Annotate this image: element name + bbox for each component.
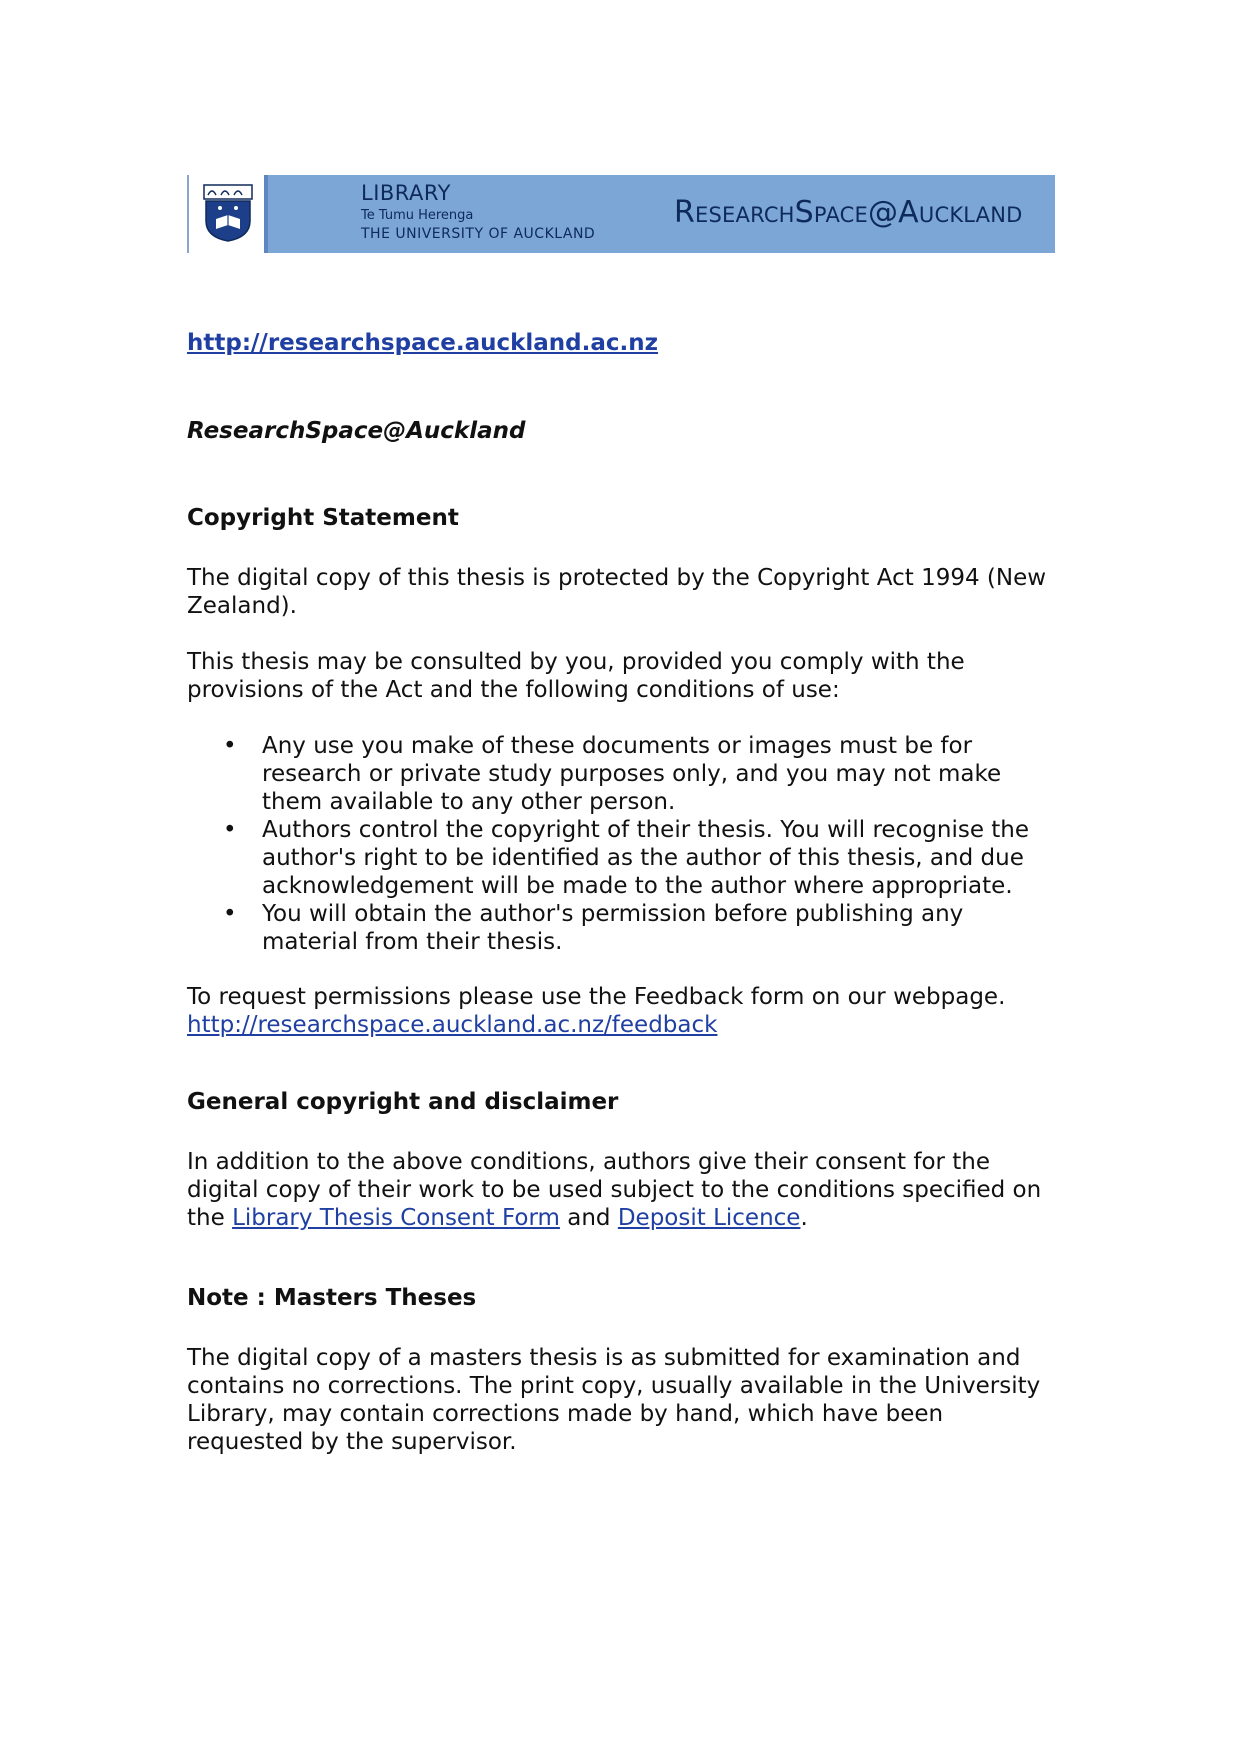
repository-url-link[interactable]: http://researchspace.auckland.ac.nz xyxy=(187,330,659,356)
library-subtitle: Te Tumu Herenga xyxy=(361,208,474,223)
library-banner xyxy=(187,175,1051,253)
masters-para: The digital copy of a masters thesis is as submitted for examination and contains no corrections. The print copy, usually available in the University Library, may contain corrections made by hand, which have been requested by the supervisor. xyxy=(187,1345,1041,1455)
request-text: To request permissions please use the Feedback form on our webpage. xyxy=(187,984,1006,1010)
request-permissions-text xyxy=(187,983,1057,1039)
list-item: • Any use you make of these documents or images must be for research or private study purposes only, and you may not make them available to any other person. xyxy=(187,732,1057,816)
masters-heading: Note : Masters Theses xyxy=(187,1285,477,1311)
crest-box xyxy=(187,175,264,253)
general-heading: General copyright and disclaimer xyxy=(187,1089,619,1115)
general-text-after: . xyxy=(800,1205,808,1231)
general-text-middle: and xyxy=(559,1205,618,1231)
copyright-para-1: The digital copy of this thesis is protected by the Copyright Act 1994 (New Zealand). xyxy=(187,565,1047,619)
deposit-licence-link[interactable]: Deposit Licence xyxy=(617,1205,801,1231)
repository-heading: ResearchSpace@Auckland xyxy=(187,418,526,444)
banner-blue-panel xyxy=(264,175,1055,253)
list-item: • You will obtain the author's permission before publishing any material from their thesis. xyxy=(187,900,1057,956)
feedback-link[interactable]: http://researchspace.auckland.ac.nz/feedback xyxy=(187,1012,718,1038)
list-item: • Authors control the copyright of their thesis. You will recognise the author's right to be identified as the author of this thesis, and due acknowledgement will be made to the author where appropriate. xyxy=(187,816,1057,900)
conditions-list xyxy=(187,732,1057,956)
general-para xyxy=(187,1148,1057,1232)
copyright-heading: Copyright Statement xyxy=(187,505,459,531)
general-text-before: In addition to the above conditions, authors give their consent for the digital copy of their work to be used subject to the conditions specified on the xyxy=(187,1149,1042,1231)
copyright-para-2: This thesis may be consulted by you, provided you comply with the provisions of the Act and the following conditions of use: xyxy=(187,649,965,703)
university-crest-icon xyxy=(202,183,254,243)
repository-banner-title: ResearchSpace@Auckland xyxy=(674,195,1023,230)
university-name: THE UNIVERSITY OF AUCKLAND xyxy=(361,226,596,242)
thesis-consent-form-link[interactable]: Library Thesis Consent Form xyxy=(232,1205,560,1231)
library-title: LIBRARY xyxy=(361,181,451,205)
